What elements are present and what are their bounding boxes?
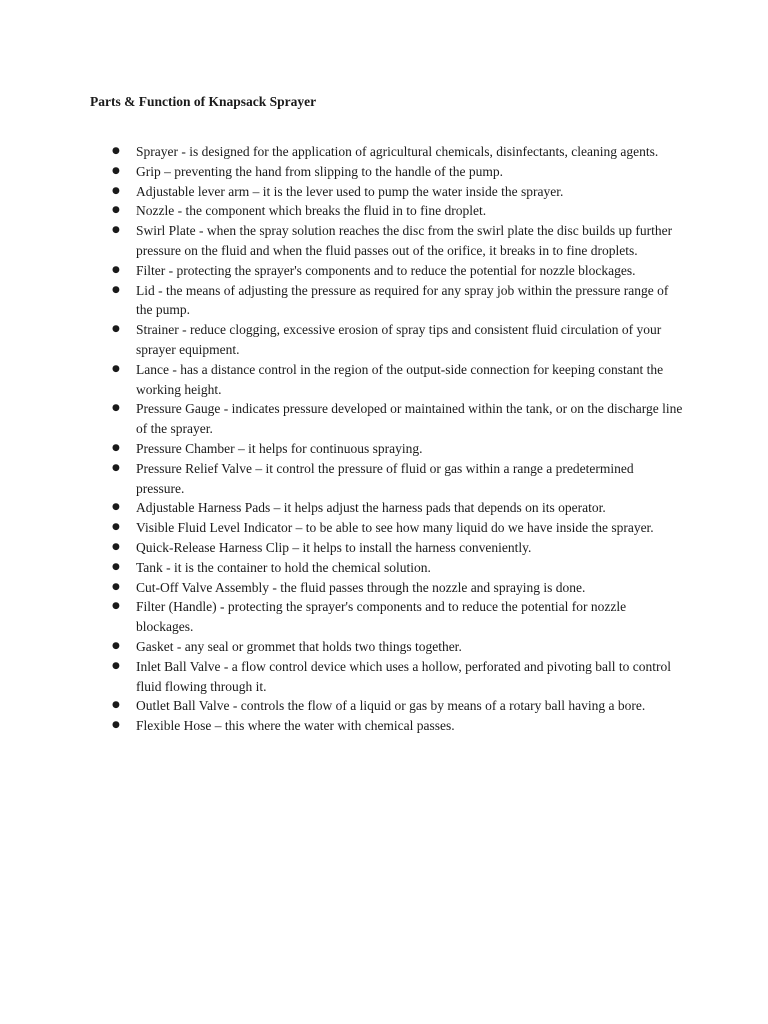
list-item [0, 261, 684, 281]
bullet-icon: ● [112, 640, 120, 651]
bullet-icon: ● [112, 541, 120, 552]
bullet-icon: ● [112, 284, 120, 295]
list-item-text: Tank - it is the container to hold the chemical solution. [136, 559, 431, 575]
list-item [0, 182, 684, 202]
bullet-icon: ● [112, 165, 120, 176]
bullet-icon: ● [112, 264, 120, 275]
list-item [0, 716, 684, 736]
list-item-text: Gasket - any seal or grommet that holds two things together. [136, 638, 462, 654]
list-item-text: Adjustable Harness Pads – it helps adjust the harness pads that depends on its operator. [136, 500, 606, 516]
bullet-icon: ● [112, 502, 120, 513]
list-item-text: Quick-Release Harness Clip – it helps to install the harness conveniently. [136, 539, 532, 555]
parts-list [0, 142, 768, 736]
bullet-icon: ● [112, 146, 120, 156]
list-item [0, 360, 684, 400]
list-item [0, 221, 684, 261]
list-item-text: Sprayer - is designed for the application of agricultural chemicals, disinfectants, cleaning agents. [136, 144, 659, 159]
bullet-icon: ● [112, 462, 120, 473]
list-item [0, 498, 684, 518]
list-item [0, 578, 684, 598]
list-item [0, 459, 684, 499]
list-item-text: Filter - protecting the sprayer's components and to reduce the potential for nozzle blockages. [136, 262, 636, 278]
bullet-icon: ● [112, 185, 120, 196]
bullet-icon: ● [112, 363, 120, 374]
list-item-text: Cut-Off Valve Assembly - the fluid passes through the nozzle and spraying is done. [136, 579, 586, 595]
list-item [0, 558, 684, 578]
list-item-text: Flexible Hose – this where the water with chemical passes. [136, 718, 455, 734]
bullet-icon: ● [112, 522, 120, 533]
list-item [0, 201, 684, 221]
list-item-text: Grip – preventing the hand from slipping to the handle of the pump. [136, 163, 504, 179]
bullet-icon: ● [112, 442, 120, 453]
list-item-text: Inlet Ball Valve - a flow control device which uses a hollow, perforated and pivoting ball to control fluid flowing through it. [136, 658, 671, 694]
list-item [0, 696, 684, 716]
list-item-text: Lid - the means of adjusting the pressure as required for any spray job within the pressure range of the pump. [136, 282, 669, 318]
list-item [0, 399, 684, 439]
list-item-text: Nozzle - the component which breaks the fluid in to fine droplet. [136, 203, 487, 219]
list-item [0, 281, 684, 321]
list-item [0, 142, 684, 162]
bullet-icon: ● [112, 225, 120, 236]
list-item-text: Filter (Handle) - protecting the sprayer's components and to reduce the potential for nozzle blockages. [136, 599, 627, 635]
list-item [0, 597, 684, 637]
list-item-text: Pressure Chamber – it helps for continuous spraying. [136, 440, 423, 456]
list-item [0, 320, 684, 360]
list-item [0, 162, 684, 182]
list-item-text: Swirl Plate - when the spray solution reaches the disc from the swirl plate the disc builds up further pressure on the fluid and when the fluid passes out of the orifice, it breaks in to fine droplets. [136, 223, 673, 258]
list-item-text: Adjustable lever arm – it is the lever used to pump the water inside the sprayer. [136, 183, 564, 199]
list-item [0, 538, 684, 558]
list-item-text: Pressure Relief Valve – it control the pressure of fluid or gas within a range a predetermined pressure. [136, 460, 634, 496]
list-item-text: Outlet Ball Valve - controls the flow of a liquid or gas by means of a rotary ball having a bore. [136, 698, 646, 714]
bullet-icon: ● [112, 561, 120, 572]
bullet-icon: ● [112, 403, 120, 414]
bullet-icon: ● [112, 205, 120, 216]
bullet-icon: ● [112, 720, 120, 731]
bullet-icon: ● [112, 324, 120, 335]
list-item-text: Lance - has a distance control in the region of the output-side connection for keeping constant the working height. [136, 361, 664, 397]
list-item-text: Strainer - reduce clogging, excessive erosion of spray tips and consistent fluid circulation of your sprayer equipment. [136, 322, 662, 357]
list-item [0, 637, 684, 657]
list-item [0, 439, 684, 459]
list-item-text: Pressure Gauge - indicates pressure developed or maintained within the tank, or on the discharge line of the sprayer. [136, 401, 683, 437]
list-item [0, 657, 684, 697]
bullet-icon: ● [112, 601, 120, 612]
list-item [0, 518, 684, 538]
bullet-icon: ● [112, 581, 120, 592]
bullet-icon: ● [112, 660, 120, 671]
document-title: Parts & Function of Knapsack Sprayer [90, 94, 317, 109]
list-item-text: Visible Fluid Level Indicator – to be able to see how many liquid do we have inside the sprayer. [136, 520, 654, 536]
bullet-icon: ● [112, 700, 120, 711]
